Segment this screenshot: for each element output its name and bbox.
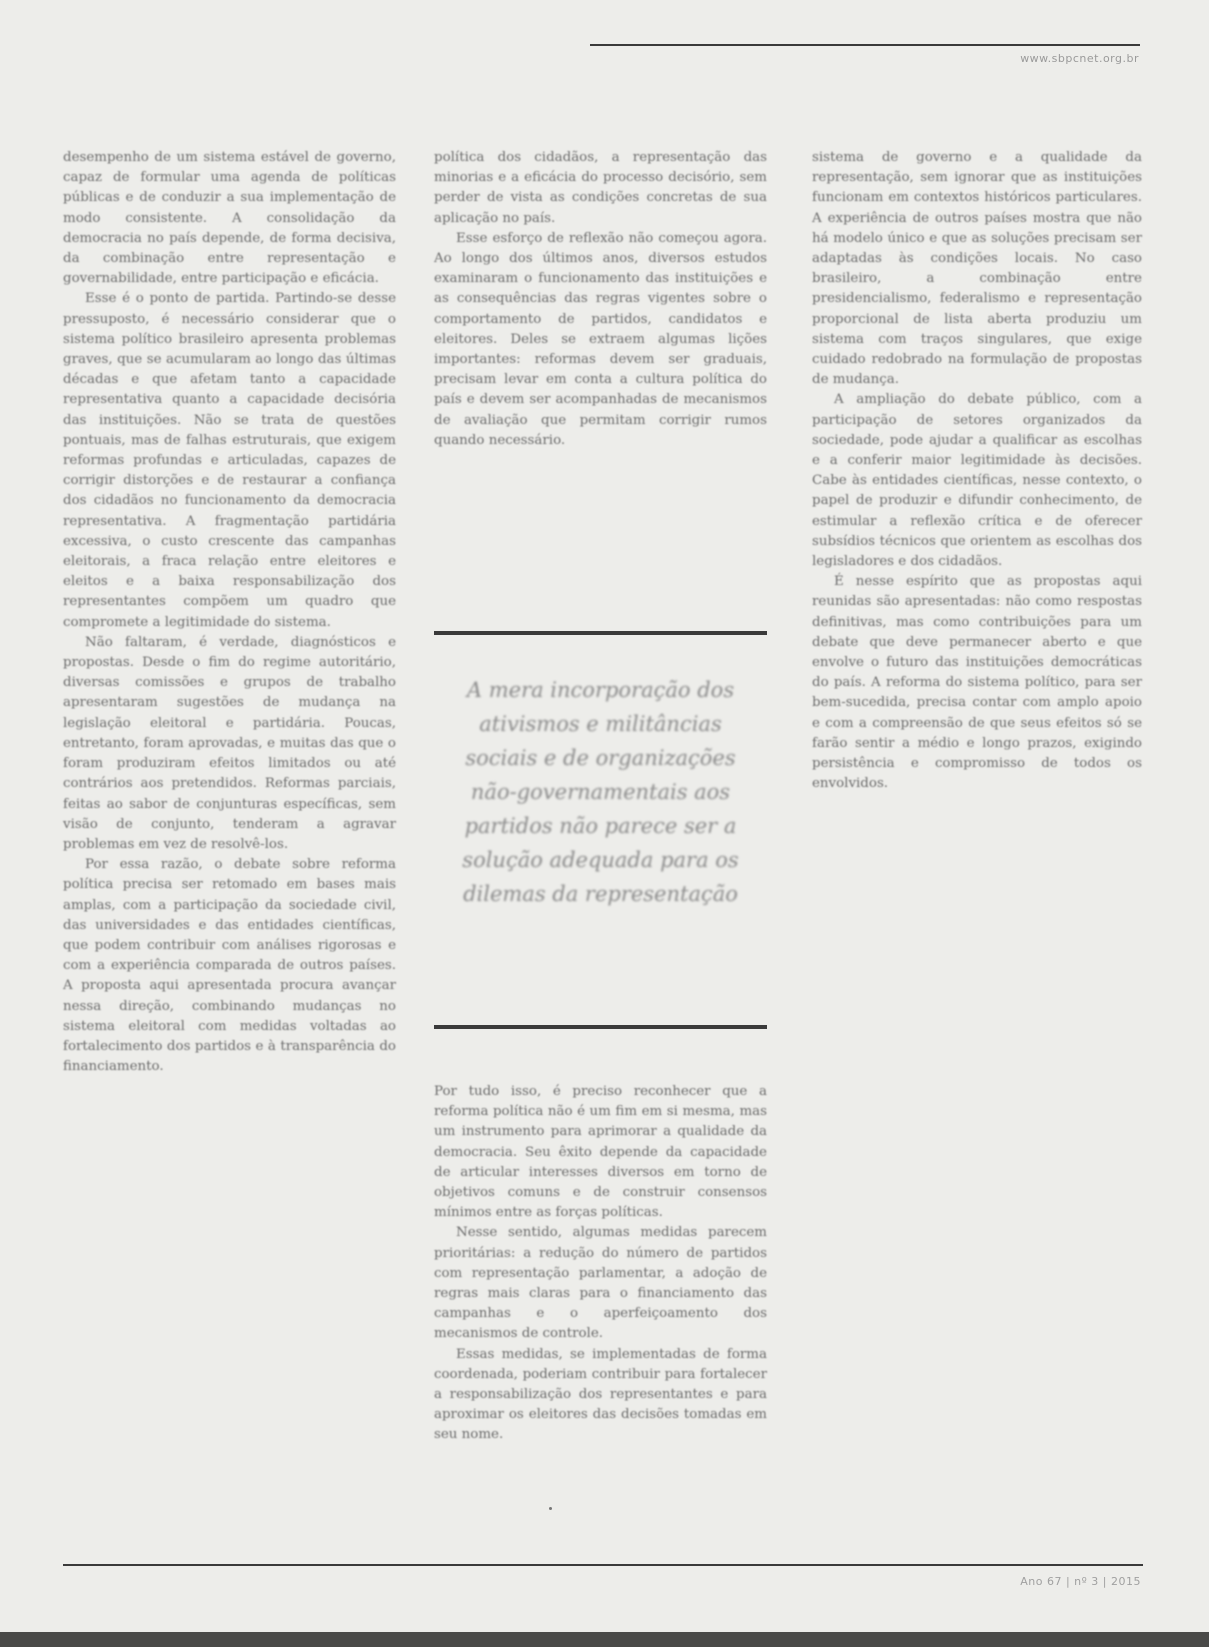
paragraph: Não faltaram, é verdade, diagnósticos e propostas. Desde o fim do regime autoritário, diversas comissões e grupos de trabalho apresentaram sugestões de mudança na legislação eleitoral e partidária. Poucas, entretanto, foram aprovadas, e muitas das que o foram produziram efeitos limitados ou até contrários aos pretendidos. Reformas parciais, feitas ao sabor de conjunturas específicas, sem visão de conjunto, tenderam a agravar problemas em vez de resolvê-los.: [63, 634, 396, 852]
pull-quote: [434, 631, 767, 1029]
paragraph: Por essa razão, o debate sobre reforma política precisa ser retomado em bases mais amplas, com a participação da sociedade civil, das universidades e das entidades científicas, que podem contribuir com análises rigorosas e com a experiência comparada de outros países. A proposta aqui apresentada procura avançar nessa direção, combinando mudanças no sistema eleitoral com medidas voltadas ao fortalecimento dos partidos e à transparência do financiamento.: [63, 857, 396, 1075]
running-header: www.sbpcnet.org.br: [1020, 52, 1139, 65]
text-column-left: [63, 148, 396, 1508]
paragraph: Esse é o ponto de partida. Partindo-se desse pressuposto, é necessário considerar que o sistema político brasileiro apresenta problemas graves, que se acumularam ao longo das últimas décadas e que afetam tanto a capacidade representativa quanto a capacidade decisória das instituições. Não se trata de questões pontuais, mas de falhas estruturais, que exigem reformas profundas e articuladas, capazes de corrigir distorções e de restaurar a confiança dos cidadãos no funcionamento da democracia representativa. A fragmentação partidária excessiva, o custo crescente das campanhas eleitorais, a fraca relação entre eleitores e eleitos e a baixa responsabilização dos representantes compõem um quadro que compromete a legitimidade do sistema.: [63, 291, 396, 630]
pull-quote-text: A mera incorporação dos ativismos e militâncias sociais e de organizações não-governamentais aos partidos não parece ser a solução adequada para os dilemas da representação: [462, 678, 739, 906]
text-column-middle-bottom: [434, 1082, 767, 1510]
paragraph: sistema de governo e a qualidade da representação, sem ignorar que as instituições funcionam em contextos históricos particulares. A experiência de outros países mostra que não há modelo único e que as soluções precisam ser adaptadas às condições locais. No caso brasileiro, a combinação entre presidencialismo, federalismo e representação proporcional de lista aberta produziu um sistema com traços singulares, que exige cuidado redobrado na formulação de propostas de mudança.: [812, 150, 1142, 388]
paragraph: desempenho de um sistema estável de governo, capaz de formular uma agenda de políticas públicas e de conduzir a sua implementação de modo consistente. A consolidação da democracia no país depende, de forma decisiva, da combinação entre representação e governabilidade, entre participação e eficácia.: [63, 150, 396, 287]
scan-edge: [0, 1632, 1209, 1647]
header-rule: [590, 44, 1140, 46]
pull-quote-rule-top: [434, 631, 767, 635]
text-column-middle-top: [434, 148, 767, 608]
footer-rule: [63, 1564, 1143, 1566]
text-column-right: [812, 148, 1142, 1510]
page-mark: [549, 1507, 552, 1510]
running-footer: Ano 67 | nº 3 | 2015: [1020, 1575, 1141, 1588]
paragraph: É nesse espírito que as propostas aqui reunidas são apresentadas: não como respostas definitivas, mas como contribuições para um debate que deve permanecer aberto e que envolve o futuro das instituições democráticas do país. A reforma do sistema político, para ser bem-sucedida, precisa contar com amplo apoio e com a compreensão de que seus efeitos só se farão sentir a médio e longo prazos, exigindo persistência e compromisso de todos os envolvidos.: [812, 574, 1142, 792]
paragraph: Por tudo isso, é preciso reconhecer que a reforma política não é um fim em si mesma, mas um instrumento para aprimorar a qualidade da democracia. Seu êxito depende da capacidade de articular interesses diversos em torno de objetivos comuns e de construir consensos mínimos entre as forças políticas.: [434, 1084, 767, 1221]
paragraph: política dos cidadãos, a representação das minorias e a eficácia do processo decisório, sem perder de vista as condições concretas de sua aplicação no país.: [434, 150, 767, 226]
paragraph: Esse esforço de reflexão não começou agora. Ao longo dos últimos anos, diversos estudos examinaram o funcionamento das instituições e as consequências das regras vigentes sobre o comportamento de partidos, candidatos e eleitores. Deles se extraem algumas lições importantes: reformas devem ser graduais, precisam levar em conta a cultura política do país e devem ser acompanhadas de mecanismos de avaliação que permitam corrigir rumos quando necessário.: [434, 230, 767, 448]
pull-quote-rule-bottom: [434, 1025, 767, 1029]
paragraph: A ampliação do debate público, com a participação de setores organizados da sociedade, pode ajudar a qualificar as escolhas e a conferir maior legitimidade às decisões. Cabe às entidades científicas, nesse contexto, o papel de produzir e difundir conhecimento, de estimular a reflexão crítica e de oferecer subsídios técnicos que orientem as escolhas dos legisladores e dos cidadãos.: [812, 392, 1142, 570]
paragraph: Nesse sentido, algumas medidas parecem prioritárias: a redução do número de partidos com representação parlamentar, a adoção de regras mais claras para o financiamento das campanhas e o aperfeiçoamento dos mecanismos de controle.: [434, 1225, 767, 1342]
paragraph: Essas medidas, se implementadas de forma coordenada, poderiam contribuir para fortalecer a responsabilização dos representantes e para aproximar os eleitores das decisões tomadas em seu nome.: [434, 1346, 767, 1443]
